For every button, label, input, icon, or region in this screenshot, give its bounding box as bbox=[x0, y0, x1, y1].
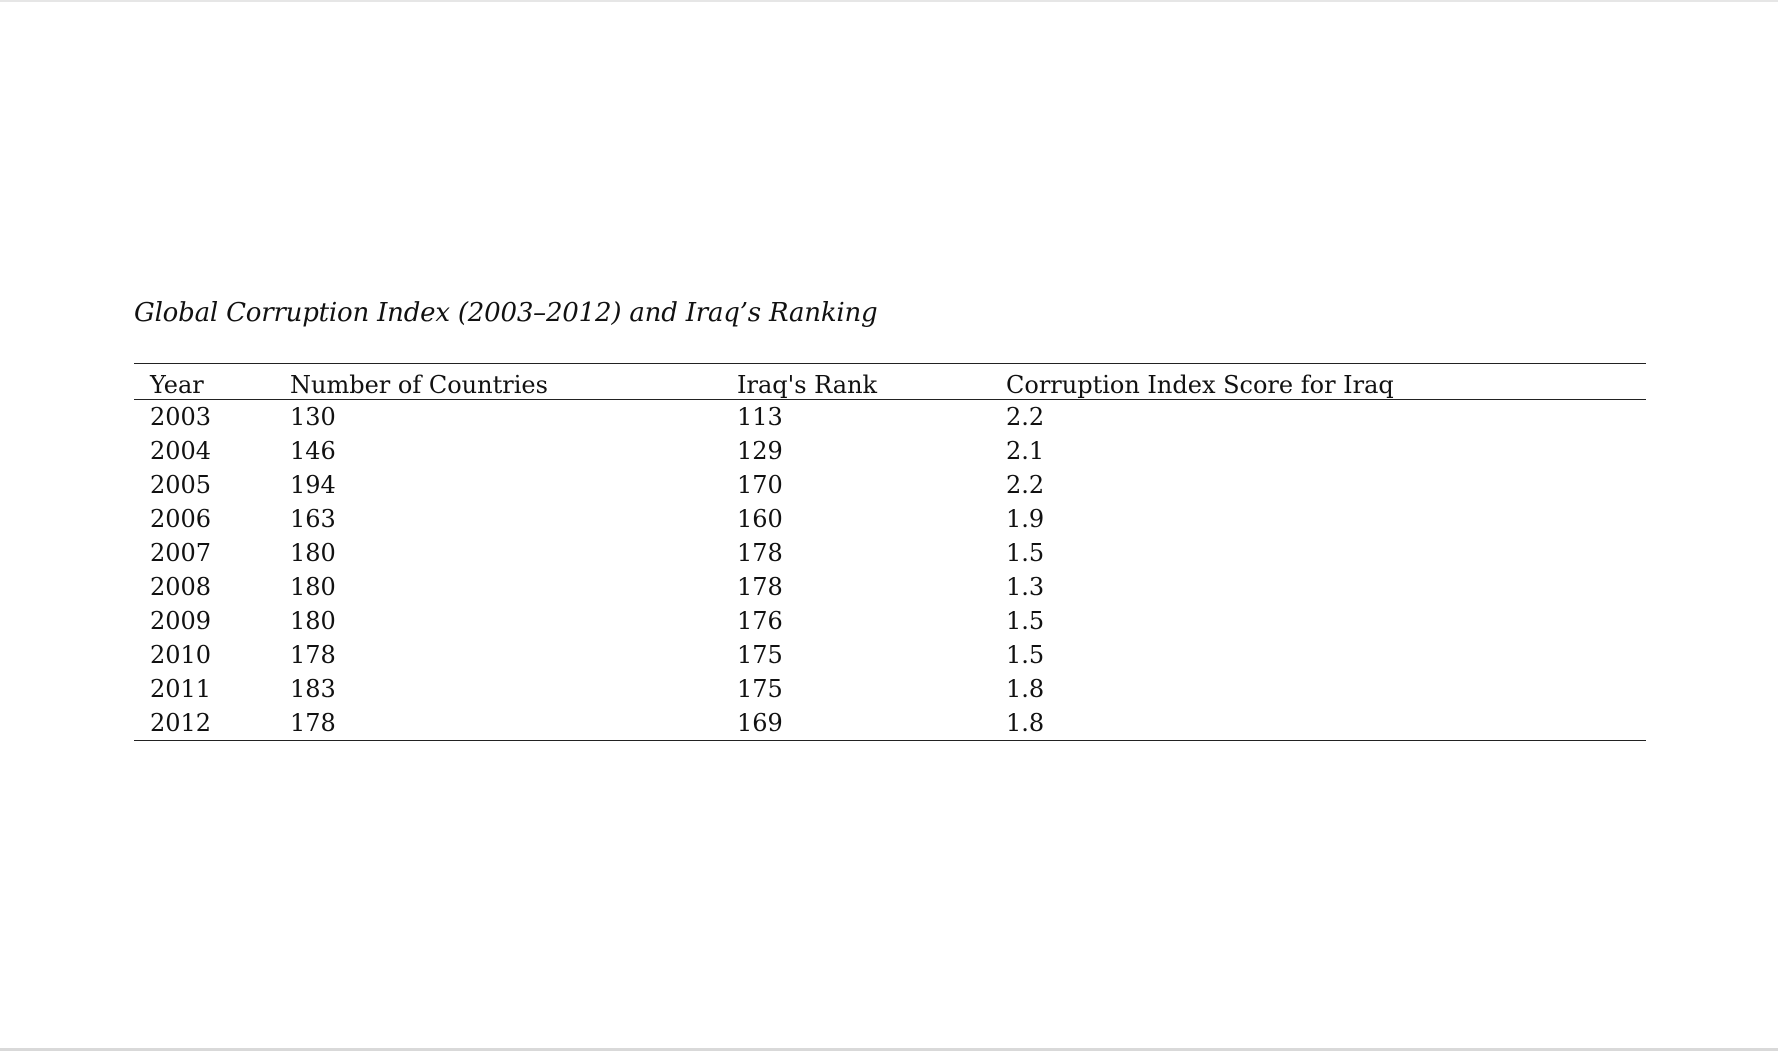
cell-year: 2007 bbox=[150, 539, 212, 567]
cell-iraq-rank: 113 bbox=[737, 403, 783, 431]
page-top-border bbox=[0, 0, 1778, 2]
cell-corruption-score: 1.9 bbox=[1006, 505, 1045, 533]
cell-number-of-countries: 178 bbox=[290, 709, 336, 737]
cell-number-of-countries: 180 bbox=[290, 539, 336, 567]
cell-year: 2003 bbox=[150, 403, 212, 431]
cell-iraq-rank: 129 bbox=[737, 437, 783, 465]
cell-year: 2005 bbox=[150, 471, 212, 499]
cell-corruption-score: 2.1 bbox=[1006, 437, 1045, 465]
table-row bbox=[134, 638, 1646, 672]
cell-iraq-rank: 170 bbox=[737, 471, 783, 499]
table-row bbox=[134, 400, 1646, 435]
cell-year: 2004 bbox=[150, 437, 212, 465]
cell-number-of-countries: 180 bbox=[290, 607, 336, 635]
cell-iraq-rank: 160 bbox=[737, 505, 783, 533]
table-body bbox=[134, 400, 1646, 741]
cell-iraq-rank: 175 bbox=[737, 675, 783, 703]
header-row bbox=[134, 364, 1646, 400]
cell-iraq-rank: 178 bbox=[737, 573, 783, 601]
cell-corruption-score: 2.2 bbox=[1006, 403, 1045, 431]
cell-iraq-rank: 176 bbox=[737, 607, 783, 635]
table-row bbox=[134, 502, 1646, 536]
table-row bbox=[134, 536, 1646, 570]
cell-number-of-countries: 194 bbox=[290, 471, 336, 499]
cell-year: 2006 bbox=[150, 505, 212, 533]
cell-year: 2009 bbox=[150, 607, 212, 635]
cell-number-of-countries: 180 bbox=[290, 573, 336, 601]
cell-year: 2008 bbox=[150, 573, 212, 601]
header-iraq-rank: Iraq's Rank bbox=[737, 371, 878, 399]
table-row bbox=[134, 434, 1646, 468]
table-row bbox=[134, 570, 1646, 604]
cell-iraq-rank: 175 bbox=[737, 641, 783, 669]
table-row bbox=[134, 706, 1646, 741]
header-number-of-countries: Number of Countries bbox=[290, 371, 548, 399]
cell-corruption-score: 1.3 bbox=[1006, 573, 1045, 601]
cell-corruption-score: 1.5 bbox=[1006, 539, 1045, 567]
cell-corruption-score: 1.5 bbox=[1006, 607, 1045, 635]
header-year: Year bbox=[150, 371, 204, 399]
header-corruption-score: Corruption Index Score for Iraq bbox=[1006, 371, 1394, 399]
cell-iraq-rank: 169 bbox=[737, 709, 783, 737]
table-caption: Global Corruption Index (2003–2012) and Iraq’s Ranking bbox=[134, 298, 878, 328]
table-row bbox=[134, 468, 1646, 502]
cell-corruption-score: 2.2 bbox=[1006, 471, 1045, 499]
cell-year: 2011 bbox=[150, 675, 212, 703]
corruption-index-table bbox=[134, 363, 1646, 741]
cell-number-of-countries: 130 bbox=[290, 403, 336, 431]
cell-corruption-score: 1.8 bbox=[1006, 675, 1045, 703]
cell-iraq-rank: 178 bbox=[737, 539, 783, 567]
table-row bbox=[134, 672, 1646, 706]
table-row bbox=[134, 604, 1646, 638]
cell-year: 2012 bbox=[150, 709, 212, 737]
cell-number-of-countries: 178 bbox=[290, 641, 336, 669]
cell-year: 2010 bbox=[150, 641, 212, 669]
cell-number-of-countries: 146 bbox=[290, 437, 336, 465]
cell-corruption-score: 1.5 bbox=[1006, 641, 1045, 669]
cell-number-of-countries: 183 bbox=[290, 675, 336, 703]
cell-number-of-countries: 163 bbox=[290, 505, 336, 533]
table-header bbox=[134, 364, 1646, 400]
cell-corruption-score: 1.8 bbox=[1006, 709, 1045, 737]
